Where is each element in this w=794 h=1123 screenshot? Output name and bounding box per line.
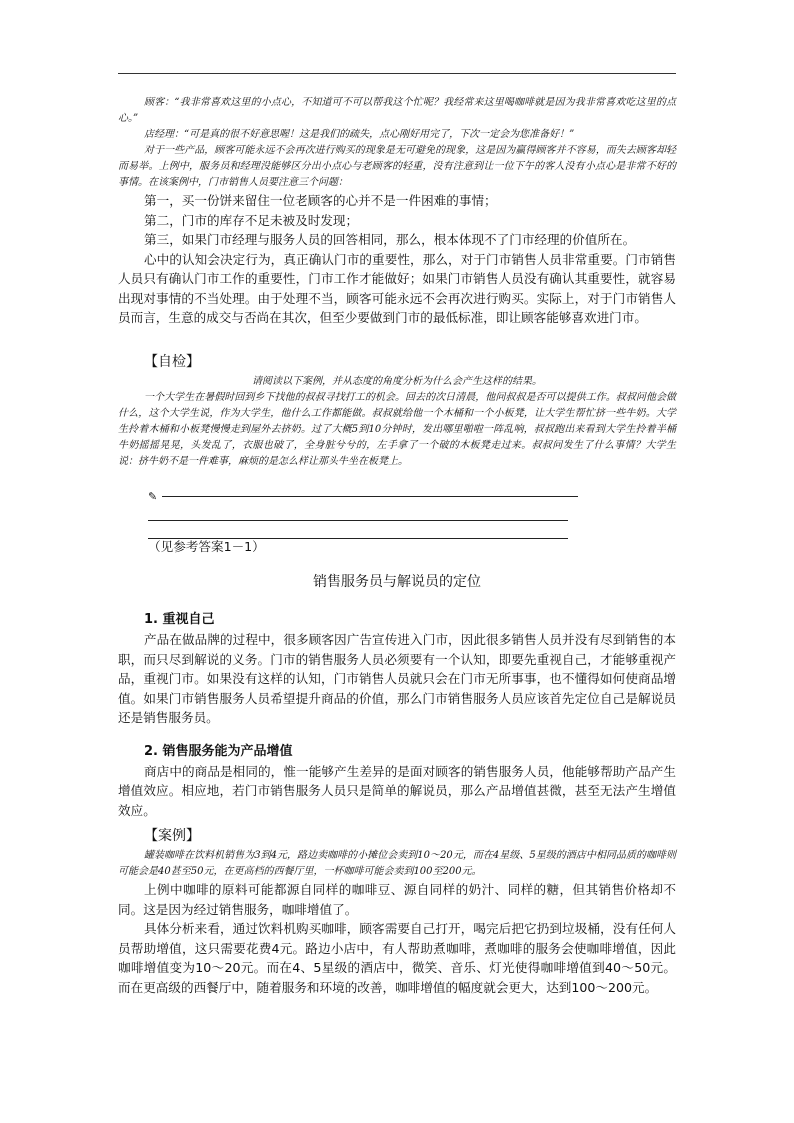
section-paragraph-1: 产品在做品牌的过程中，很多顾客因广告宣传进入门市，因此很多销售人员并没有尽到销售的本职，而只尽到解说的义务。门市的销售服务人员必须要有一个认知，即要先重视自己，才能够重视产品，重视门市。如果没有这样的认知，门市销售人员就只会在门市无所事事，也不懂得如何使商品增值。如果门市销售服务人员希望提升商品的价值，那么门市销售服务人员应该首先定位自己是解说员还是销售服务员。	[118, 632, 676, 725]
subheading-2: 2. 销售服务能为产品增值	[144, 743, 293, 759]
self-check-intro: 请阅读以下案例，并从态度的角度分析为什么会产生这样的结果。	[252, 376, 542, 387]
point-2: 第二，门市的库存不足未被及时发现；	[144, 212, 359, 228]
case-heading: 【案例】	[144, 828, 200, 844]
dialog-section	[118, 95, 676, 328]
answer-reference: （见参考答案1－1）	[148, 539, 265, 554]
customer-quote: 顾客：“我非常喜欢这里的小点心，不知道可不可以帮我这个忙呢？我经常来这里喝咖啡就是因为我非常喜欢吃这里的点心。”	[118, 97, 676, 124]
case-story: 罐装咖啡在饮料机销售为3到4元，路边卖咖啡的小摊位会卖到10～20元，而在4星级、5星级的酒店中相同品质的咖啡则可能会是40甚至50元，在更高档的西餐厅里，一杯咖啡可能会卖到100至200元。	[118, 850, 676, 877]
answer-line-2	[148, 520, 568, 521]
self-check-section	[118, 352, 676, 470]
point-1: 第一，买一份饼来留住一位老顾客的心并不是一件困难的事情；	[144, 193, 497, 208]
self-check-heading: 【自检】	[144, 354, 200, 370]
answer-ref-block	[118, 537, 676, 557]
section-paragraph-2: 商店中的商品是相同的，惟一能够产生差异的是面对顾客的销售服务人员，他能够帮助产品产生增值效应。相应地，若门市销售服务人员只是简单的解说员，那么产品增值甚微，甚至无法产生增值效应。	[118, 763, 676, 818]
self-check-story: 一个大学生在暑假时回到乡下找他的叔叔寻找打工的机会。回去的次日清晨，他问叔叔是否可以提供工作。叔叔问他会做什么，这个大学生说，作为大学生，他什么工作都能做。叔叔就给他一个木桶和一个小板凳，让大学生帮忙挤一些牛奶。大学生拎着木桶和小板凳慢慢走到屋外去挤奶。过了大概5到10分钟时，发出哪里啪啦一阵乱响，叔叔跑出来看到大学生拎着半桶牛奶摇摇晃晃，头发乱了，衣服也破了，全身脏兮兮的，左手拿了一个破的木板凳走过来。叔叔问发生了什么事情？大学生说：挤牛奶不是一件难事，麻烦的是怎么样让那头牛坐在板凳上。	[118, 392, 676, 467]
answer-lines	[148, 490, 578, 539]
subheading-1: 1. 重视自己	[144, 612, 215, 627]
case-section	[118, 826, 676, 997]
point-3: 第三，如果门市经理与服务人员的回答相同，那么，根本体现不了门市经理的价值所在。	[144, 232, 636, 247]
case-paragraph-2: 具体分析来看，通过饮料机购买咖啡，顾客需要自己打开，喝完后把它扔到垃圾桶，没有任何人员帮助增值，这只需要花费4元。路边小店中，有人帮助煮咖啡，煮咖啡的服务会使咖啡增值，因此咖啡增值变为10～20元。而在4、5星级的酒店中，微笑、音乐、灯光使得咖啡增值到40～50元。而在更高级的西餐厅中，随着服务和环境的改善，咖啡增值的幅度就会更大，达到100～200元。	[118, 921, 676, 995]
pencil-icon: ✎	[148, 490, 158, 503]
case-paragraph-1: 上例中咖啡的原料可能都源自同样的咖啡豆、源自同样的奶汁、同样的糖，但其销售价格却不同。这是因为经过销售服务，咖啡增值了。	[118, 882, 676, 917]
manager-quote: 店经理：“可是真的很不好意思喔！这是我们的疏失，点心刚好用完了，下次一定会为您准备好！”	[144, 129, 575, 140]
header-rule	[118, 73, 676, 74]
answer-line-1	[162, 496, 578, 497]
cognition-paragraph: 心中的认知会决定行为，真正确认门市的重要性，那么，对于门市销售人员非常重要。门市销售人员只有确认门市工作的重要性，门市工作才能做好；如果门市销售人员没有确认其重要性，就容易出现对事情的不当处理。由于处理不当，顾客可能永远不会再次进行购买。实际上，对于门市销售人员而言，生意的成交与否尚在其次，但至少要做到门市的最低标准，即让顾客能够喜欢进门市。	[118, 251, 676, 325]
section-title: 销售服务员与解说员的定位	[313, 574, 481, 590]
analysis-paragraph: 对于一些产品，顾客可能永远不会再次进行购买的现象是无可避免的现象，这是因为赢得顾客并不容易，而失去顾客却轻而易举。上例中，服务员和经理没能够区分出小点心与老顾客的轻重，没有注意到让一位下午的客人没有小点心是非常不好的事情。在该案例中，门市销售人员要注意三个问题：	[118, 145, 676, 188]
section-positioning	[118, 572, 676, 820]
